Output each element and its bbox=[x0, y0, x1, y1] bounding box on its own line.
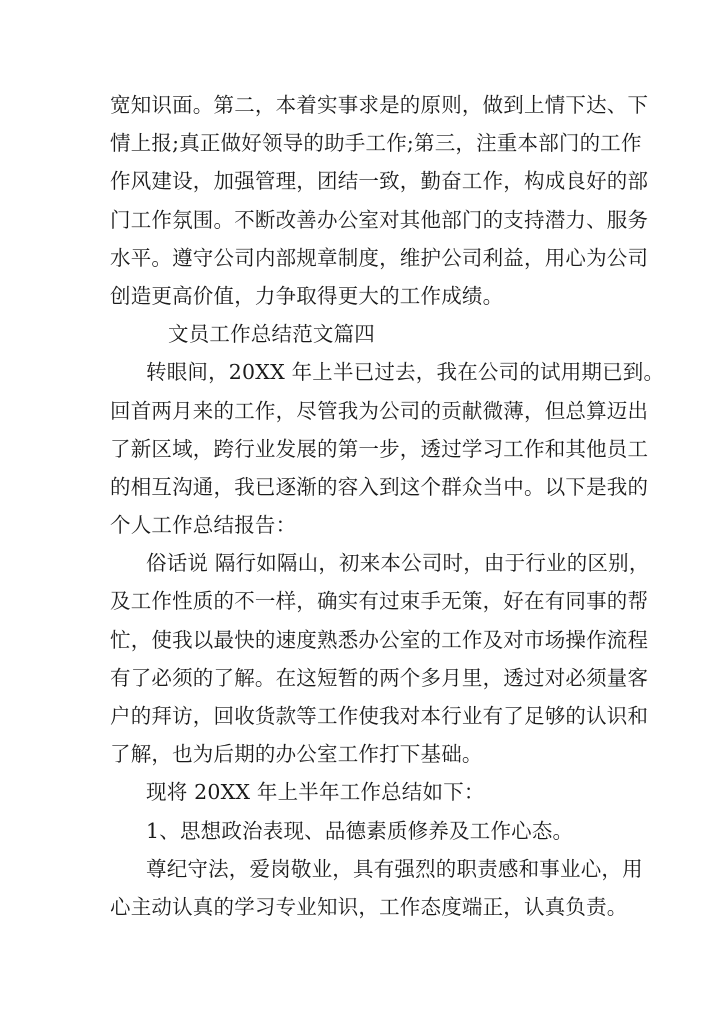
paragraph-line: 门工作氛围。不断改善办公室对其他部门的支持潜力、服务 bbox=[110, 207, 649, 232]
paragraph-line: 回首两月来的工作，尽管我为公司的贡献微薄，但总算迈出 bbox=[110, 398, 649, 423]
paragraph-line: 的相互沟通，我已逐渐的容入到这个群众当中。以下是我的 bbox=[110, 474, 649, 499]
paragraph-line: 现将 20XX 年上半年工作总结如下： bbox=[146, 780, 485, 805]
paragraph-line: 心主动认真的学习专业知识，工作态度端正，认真负责。 bbox=[110, 894, 628, 919]
paragraph-line: 户的拜访，回收货款等工作使我对本行业有了足够的认识和 bbox=[110, 704, 649, 728]
paragraph-line: 了新区域，跨行业发展的第一步，透过学习工作和其他员工 bbox=[110, 436, 649, 461]
paragraph-line: 有了必须的了解。在这短暂的两个多月里，透过对必须量客 bbox=[110, 665, 649, 690]
paragraph-line: 及工作性质的不一样，确实有过束手无策，好在有同事的帮 bbox=[110, 589, 649, 614]
paragraph-line: 宽知识面。第二，本着实事求是的原则，做到上情下达、下 bbox=[110, 93, 649, 117]
document-body bbox=[110, 86, 665, 926]
paragraph-line: 水平。遵守公司内部规章制度，维护公司利益，用心为公司 bbox=[110, 245, 649, 270]
paragraph-line: 作风建设，加强管理，团结一致，勤奋工作，构成良好的部 bbox=[110, 169, 649, 194]
paragraph-line: 忙，使我以最快的速度熟悉办公室的工作及对市场操作流程 bbox=[110, 627, 649, 652]
paragraph-line: 转眼间，20XX 年上半已过去，我在公司的试用期已到。 bbox=[146, 360, 665, 385]
section-heading: 文员工作总结范文篇四 bbox=[168, 322, 375, 347]
paragraph-line: 了解，也为后期的办公室工作打下基础。 bbox=[110, 742, 483, 767]
paragraph-line: 俗话说 隔行如隔山，初来本公司时，由于行业的区别， bbox=[146, 551, 650, 576]
paragraph-line: 尊纪守法，爱岗敬业，具有强烈的职责感和事业心，用 bbox=[146, 856, 643, 881]
list-item: 1、思想政治表现、品德素质修养及工作心态。 bbox=[146, 818, 574, 843]
paragraph-line: 情上报;真正做好领导的助手工作;第三，注重本部门的工作 bbox=[110, 131, 642, 156]
paragraph-line: 个人工作总结报告： bbox=[110, 513, 297, 538]
paragraph-line: 创造更高价值，力争取得更大的工作成绩。 bbox=[110, 283, 504, 308]
